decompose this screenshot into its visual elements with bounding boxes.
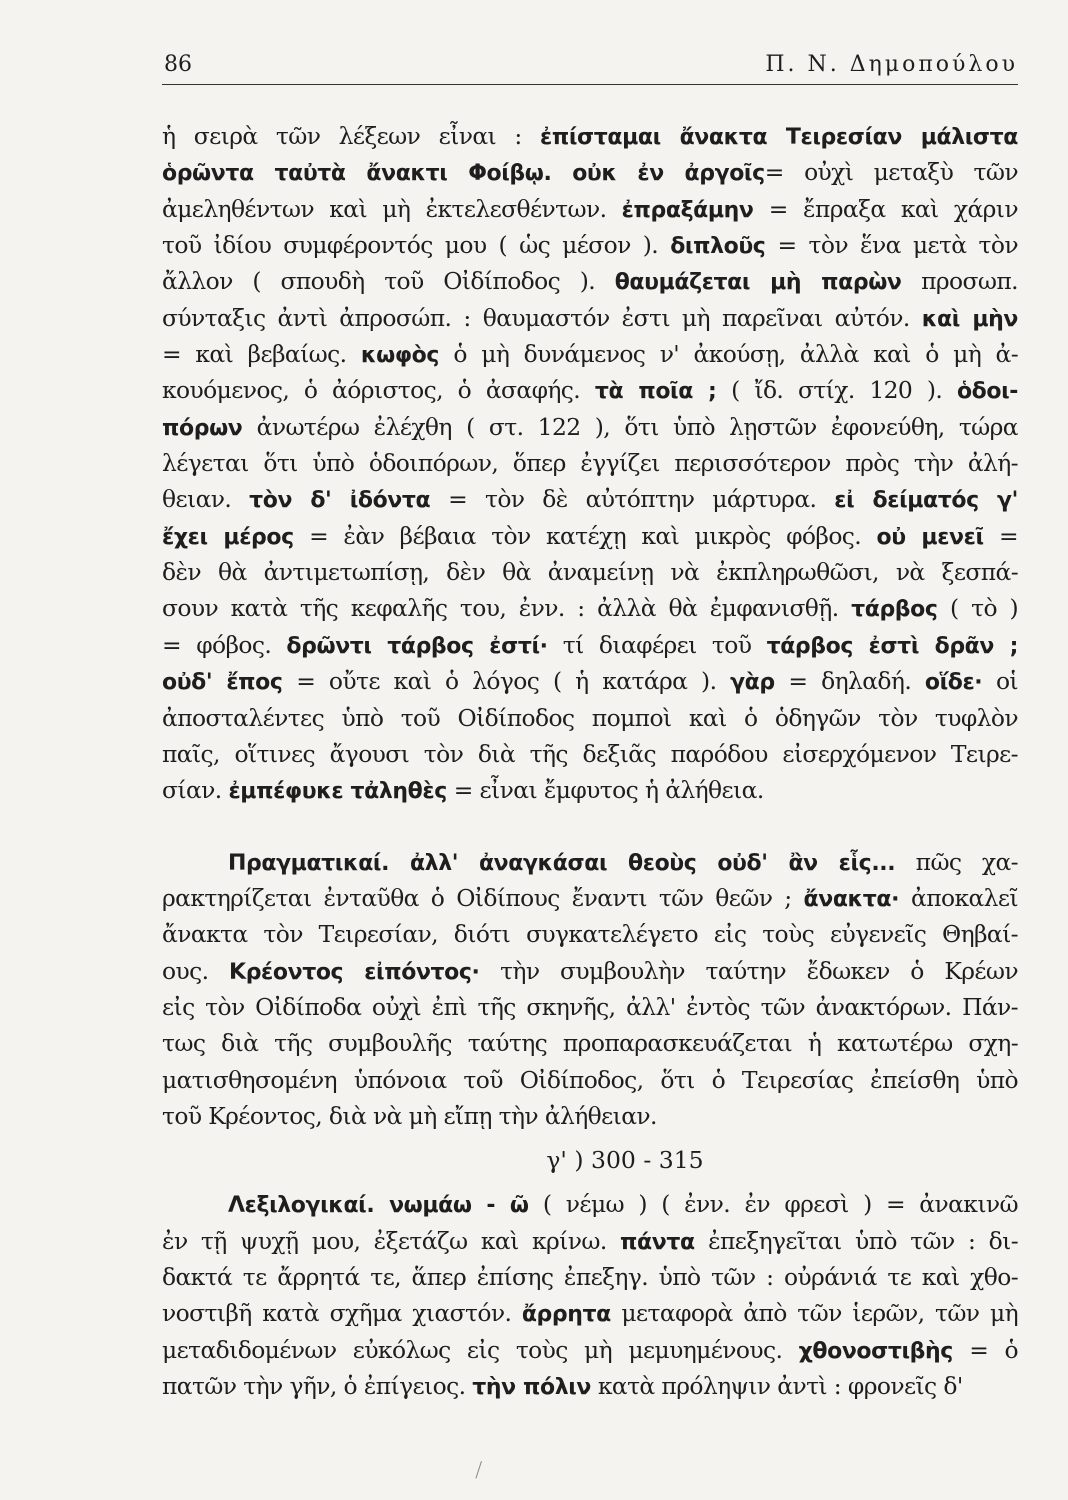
line-text: ἀνωτέρω ἐλέχθη ( στ. 122 ), ὅτι ὑπὸ λῃστῶν ἐφονεύθη, τώρα	[242, 412, 1018, 441]
line-text: = οὔτε καὶ ὁ λόγος ( ἡ κατάρα ).	[282, 667, 731, 696]
line-text: = καὶ βεβαίως.	[162, 340, 361, 369]
line-text: ἀποσταλέντες ὑπὸ τοῦ Οἰδίποδος πομποὶ καὶ ὁ ὁδηγῶν τὸν τυφλὸν	[162, 703, 1018, 732]
text-line	[162, 736, 1018, 772]
line-text: πατῶν τὴν γῆν, ὁ ἐπίγειος.	[162, 1372, 473, 1400]
line-text: εἰς τὸν Οἰδίποδα οὐχὶ ἐπὶ τῆς σκηνῆς, ἀλλ' ἐντὸς τῶν ἀνακτόρων. Πάν-	[162, 992, 1018, 1021]
lemma-term: οὐδ' ἔπος	[162, 670, 283, 696]
page-header	[162, 50, 1018, 85]
text-line	[162, 409, 1018, 445]
text-line	[162, 481, 1018, 517]
text-line	[162, 154, 1018, 190]
line-text: = οὐχὶ μεταξὺ τῶν	[764, 158, 1018, 187]
line-text: ρακτηρίζεται ἐνταῦθα ὁ Οἰδίπους ἔναντι τῶν θεῶν ;	[162, 883, 804, 912]
paragraph-lexical-notes	[162, 1186, 1018, 1404]
text-line	[162, 1223, 1018, 1259]
lemma-term: θαυμάζεται μὴ παρὼν	[614, 270, 902, 296]
lemma-term: εἰ δείματός γ'	[834, 488, 1018, 514]
line-text: = φόβος.	[162, 630, 287, 659]
line-text: τί διαφέρει τοῦ	[547, 630, 767, 659]
line-text: ἡ σειρὰ τῶν λέξεων εἶναι :	[162, 122, 541, 150]
text-line	[162, 916, 1018, 952]
text-line	[162, 844, 1018, 880]
line-text: τὴν συμβουλὴν ταύτην ἔδωκεν ὁ Κρέων	[479, 956, 1018, 985]
lemma-term: κωφὸς	[360, 343, 440, 369]
lemma-term: Πραγματικαί. ἀλλ' ἀναγκάσαι θεοὺς οὐδ' ἂν εἷς...	[228, 850, 896, 876]
text-line	[162, 1259, 1018, 1295]
line-text: = ὁ	[952, 1335, 1018, 1364]
lemma-term: ὁδοι-	[956, 379, 1018, 405]
text-line	[162, 700, 1018, 736]
text-line	[162, 1186, 1018, 1222]
line-text: ἄλλον ( σπουδὴ τοῦ Οἰδίποδος ).	[162, 267, 615, 296]
text-line	[162, 1368, 1018, 1404]
line-text: σουν κατὰ τῆς κεφαλῆς του, ἐνν. : ἀλλὰ θὰ ἐμφανισθῇ.	[162, 594, 852, 623]
lemma-term: πάντα	[620, 1229, 695, 1255]
page-body	[162, 118, 1018, 1404]
line-text: = ἐὰν βέβαια τὸν κατέχῃ καὶ μικρὸς φόβος.	[293, 521, 877, 550]
lemma-term: πόρων	[162, 415, 243, 441]
line-text: πῶς χα-	[895, 847, 1018, 876]
paragraph-commentary-vocabulary	[162, 118, 1018, 809]
section-heading: γ' ) 300 - 315	[546, 1146, 704, 1175]
text-line	[162, 663, 1018, 699]
text-line	[162, 263, 1018, 299]
lemma-term: Κρέοντος εἰπόντος·	[229, 959, 480, 985]
line-text: μεταφορὰ ἀπὸ τῶν ἱερῶν, τῶν μὴ	[610, 1299, 1018, 1328]
stray-pen-mark	[475, 1461, 489, 1481]
lemma-term: ἐπραξάμην	[621, 197, 754, 223]
lemma-term: οἵδε·	[924, 670, 983, 696]
text-line	[162, 191, 1018, 227]
lemma-term: τὰ ποῖα ;	[594, 379, 717, 405]
line-text: κατὰ πρόληψιν ἀντὶ : φρονεῖς δ'	[591, 1372, 963, 1400]
line-text: ( τὸ )	[937, 594, 1018, 623]
lemma-term: καὶ μὴν	[921, 306, 1018, 332]
lemma-term: γὰρ	[730, 670, 775, 696]
line-text: λέγεται ὅτι ὑπὸ ὁδοιπόρων, ὅπερ ἐγγίζει περισσότερον πρὸς τὴν ἀλή-	[162, 449, 1018, 478]
lemma-term: οὐ μενεῖ	[876, 524, 984, 550]
line-text: θειαν.	[162, 485, 250, 514]
line-text: ( ἴδ. στίχ. 120 ).	[716, 376, 957, 405]
line-text: ἐπεξηγεῖται ὑπὸ τῶν : δι-	[694, 1226, 1018, 1255]
text-line	[162, 953, 1018, 989]
lemma-term: ἐμπέφυκε τἀληθὲς	[228, 779, 447, 805]
text-line	[162, 554, 1018, 590]
running-head: Π. Ν. Δημοπούλου	[765, 52, 1018, 77]
line-text: = τὸν ἕνα μετὰ τὸν	[765, 231, 1018, 260]
lemma-term: ἔχει μέρος	[162, 524, 294, 550]
lemma-term: Λεξιλογικαί. νωμάω - ῶ	[228, 1193, 529, 1219]
text-line	[162, 1332, 1018, 1368]
line-text: νοστιβῆ κατὰ σχῆμα χιαστόν.	[162, 1299, 522, 1328]
line-text: ὁ μὴ δυνάμενος ν' ἀκούσῃ, ἀλλὰ καὶ ὁ μὴ ἀ-	[439, 340, 1018, 369]
text-line	[162, 989, 1018, 1025]
lemma-term: τὴν πόλιν	[472, 1375, 592, 1400]
text-line	[162, 1295, 1018, 1331]
text-line	[162, 772, 1018, 808]
lemma-term: ἄρρητα	[521, 1302, 611, 1328]
line-text: ἄνακτα τὸν Τειρεσίαν, διότι συγκατελέγετο εἰς τοὺς εὐγενεῖς Θηβαί-	[162, 920, 1018, 949]
line-text: ἐν τῇ ψυχῇ μου, ἐξετάζω καὶ κρίνω.	[162, 1226, 621, 1255]
lemma-term: τάρβος ἐστὶ δρᾶν ;	[766, 633, 1018, 659]
line-text: ματισθησομένη ὑπόνοια τοῦ Οἰδίποδος, ὅτι ὁ Τειρεσίας ἐπείσθη ὑπὸ	[162, 1065, 1018, 1094]
line-text: δὲν θὰ ἀντιμετωπίσῃ, δὲν θὰ ἀναμείνῃ νὰ ἐκπληρωθῶσι, νὰ ξεσπά-	[162, 558, 1018, 587]
lemma-term: τάρβος	[851, 597, 938, 623]
line-text: ( νέμω ) ( ἐνν. ἐν φρεσὶ ) = ἀνακινῶ	[528, 1190, 1018, 1219]
text-line	[162, 300, 1018, 336]
line-text: ους.	[162, 956, 230, 985]
line-text: κουόμενος, ὁ ἀόριστος, ὁ ἀσαφής.	[162, 376, 595, 405]
text-line	[162, 880, 1018, 916]
lemma-term: ὁρῶντα ταὐτὰ ἄνακτι Φοίβῳ. οὐκ ἐν ἀργοῖς	[162, 161, 765, 187]
text-line	[162, 627, 1018, 663]
lemma-term: ἐπίσταμαι ἄνακτα Τειρεσίαν μάλιστα	[540, 125, 1018, 150]
lemma-term: ἄνακτα·	[803, 886, 900, 912]
line-text: = τὸν δὲ αὐτόπτην μάρτυρα.	[430, 485, 835, 514]
lemma-term: δρῶντι τάρβος ἐστί·	[286, 633, 548, 659]
text-line	[162, 445, 1018, 481]
lemma-term: τὸν δ' ἰδόντα	[249, 488, 431, 514]
text-line	[162, 1098, 1018, 1134]
paragraph-factual-notes	[162, 844, 1018, 1135]
text-line	[162, 372, 1018, 408]
line-text: = εἶναι ἔμφυτος ἡ ἀλήθεια.	[446, 776, 764, 805]
line-text: = ἔπραξα καὶ χάριν	[753, 194, 1018, 223]
line-text: = δηλαδή.	[774, 667, 925, 696]
lemma-term: χθονοστιβὴς	[798, 1338, 953, 1364]
text-line	[162, 518, 1018, 554]
line-text: ἀποκαλεῖ	[899, 883, 1018, 912]
line-text: σίαν.	[162, 776, 229, 805]
text-line	[162, 227, 1018, 263]
text-line	[162, 1025, 1018, 1061]
line-text: =	[983, 521, 1018, 550]
line-text: τοῦ Κρέοντος, διὰ νὰ μὴ εἴπῃ τὴν ἀλήθειαν.	[162, 1101, 657, 1130]
lemma-term: διπλοῦς	[670, 234, 766, 260]
line-text: τως διὰ τῆς συμβουλῆς ταύτης προπαρασκευάζεται ἡ κατωτέρω σχη-	[162, 1029, 1018, 1058]
line-text: ἀμεληθέντων καὶ μὴ ἐκτελεσθέντων.	[162, 194, 622, 223]
text-line	[162, 118, 1018, 154]
line-text: παῖς, οἵτινες ἄγουσι τὸν διὰ τῆς δεξιᾶς παρόδου εἰσερχόμενον Τειρε-	[162, 739, 1018, 768]
text-line	[162, 590, 1018, 626]
line-text: μεταδιδομένων εὐκόλως εἰς τοὺς μὴ μεμυημένους.	[162, 1335, 799, 1364]
paragraph-gap	[162, 809, 1018, 844]
line-text: σύνταξις ἀντὶ ἀπροσώπ. : θαυμαστόν ἐστι μὴ παρεῖναι αὐτόν.	[162, 303, 922, 332]
page-number: 86	[164, 52, 192, 77]
line-text: προσωπ.	[901, 267, 1018, 296]
text-line	[162, 336, 1018, 372]
line-text: οἱ	[982, 667, 1018, 696]
line-text: δακτά τε ἄρρητά τε, ἅπερ ἐπίσης ἐπεξηγ. ὑπὸ τῶν : οὐράνιά τε καὶ χθο-	[162, 1262, 1018, 1291]
line-text: τοῦ ἰδίου συμφέροντός μου ( ὡς μέσον ).	[162, 231, 671, 260]
text-line	[162, 1062, 1018, 1098]
